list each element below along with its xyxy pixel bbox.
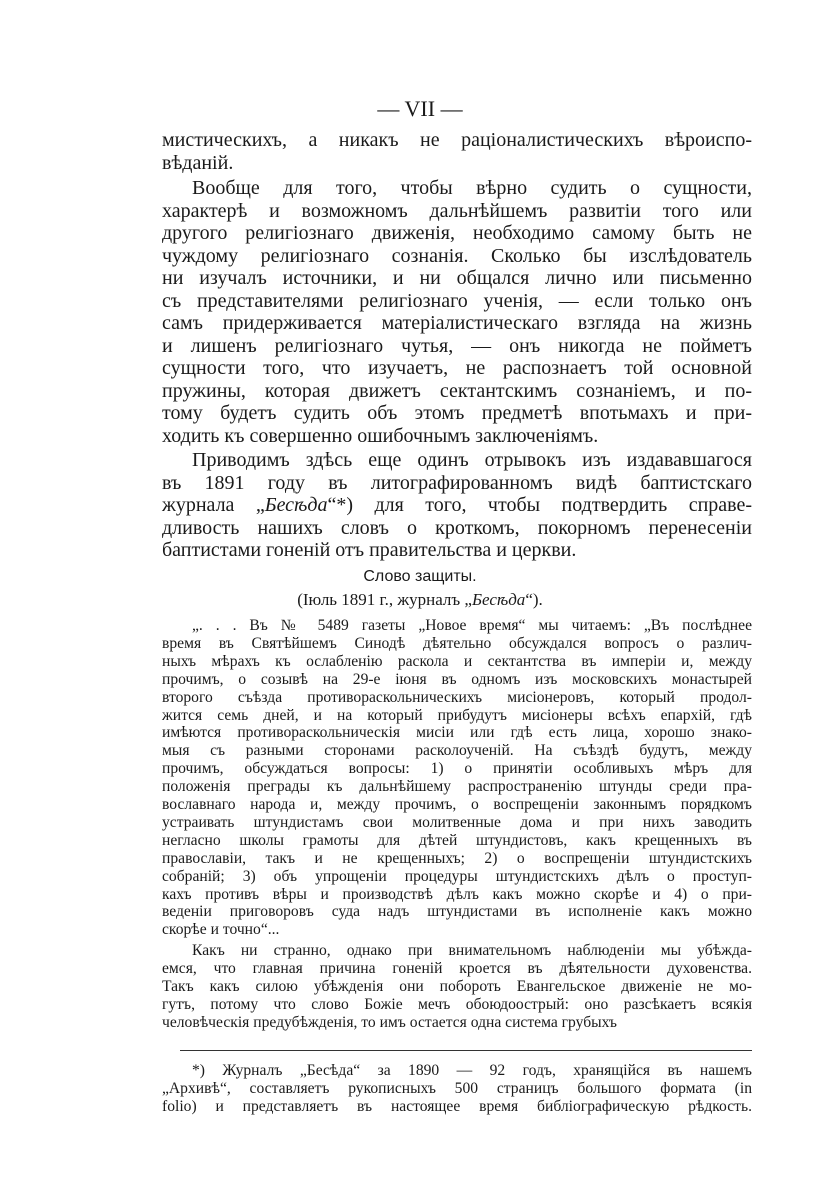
- body-line: Приводимъ здѣсь еще одинъ отрывокъ изъ издававшагося: [192, 449, 752, 471]
- page-number: — VII —: [377, 96, 463, 121]
- body-line: сущности того, что изучаетъ, не распознаетъ той основной: [162, 357, 752, 379]
- quote-line: устраивать штундистамъ свои молитвенные дома и при нихъ заводить: [162, 813, 752, 831]
- body-line: чуждому религіознаго сознанія. Сколько бы изслѣдователь: [162, 244, 752, 267]
- quote-line: имѣются противораскольническія мисіи или гдѣ есть лица, хорошо знако-: [162, 724, 752, 742]
- body-line: въ 1891 году въ литографированномъ видѣ баптистскаго: [162, 471, 752, 494]
- body-line: пружины, которая движетъ сектантскимъ сознаніемъ, и по-: [162, 379, 752, 402]
- quote-line: веденіи приговоровъ суда надъ штундистами въ исполненіе какъ можно: [162, 903, 752, 921]
- body-line: тому будетъ судить объ этомъ предметѣ впотьмахъ и при-: [162, 402, 752, 424]
- body-line: съ представителями религіознаго ученія, — если только онъ: [162, 289, 752, 312]
- body-line: характерѣ и возможномъ дальнѣйшемъ развитіи того или: [162, 199, 752, 222]
- body-line: баптистами гоненій отъ правительства и церкви.: [162, 539, 577, 561]
- footnote-line: *) Журналъ „Бесѣда“ за 1890 — 92 годъ, хранящійся въ нашемъ: [192, 1062, 752, 1079]
- quote-line: время въ Святѣйшемъ Синодѣ дѣятельно обсуждался вопросъ о различ-: [162, 634, 752, 652]
- quote-line: второго съѣзда противораскольническихъ мисіонеровъ, который продол-: [162, 688, 752, 706]
- quote-line: ныхъ мѣрахъ къ ослабленію раскола и сектантства въ имперіи и, между: [162, 652, 752, 670]
- body-line: самъ придерживается матеріалистическаго взгляда на жизнь: [162, 312, 752, 334]
- quote-line: православіи, такъ и не крещенныхъ; 2) о воспрещеніи штундистскихъ: [162, 849, 752, 867]
- quote-line: вославнаго народа и, между прочимъ, о воспрещеніи законнымъ порядкомъ: [162, 796, 752, 813]
- body-line: ходить къ совершенно ошибочнымъ заключеніямъ.: [162, 424, 599, 447]
- footnote-line: „Архивѣ“, составляетъ рукописныхъ 500 страницъ большого формата (in: [162, 1079, 752, 1097]
- quote-line: человѣческія предубѣжденія, то имъ остается одна система грубыхъ: [162, 1013, 617, 1031]
- section-subtitle: (Іюль 1891 г., журналъ „Бесѣда“).: [297, 590, 543, 609]
- body-line: мистическихъ, а никакъ не раціоналистическихъ вѣроиспо-: [162, 129, 752, 151]
- body-line: ни изучалъ источники, и ни общался лично или письменно: [162, 267, 752, 289]
- quote-line: мыя съ разными сторонами расколоученій. На съѣздѣ будутъ, между: [162, 742, 752, 760]
- quote-line: Такъ какъ силою убѣжденія они побороть Евангельское движеніе не мо-: [162, 978, 752, 995]
- quote-line: жится семь дней, и на который прибудутъ мисіонеры всѣхъ епархій, гдѣ: [162, 706, 752, 724]
- quote-line: прочимъ, обсуждаться вопросы: 1) о принятіи особливыхъ мѣръ для: [162, 760, 752, 778]
- quote-line: „. . . Въ № 5489 газеты „Новое время“ мы читаемъ: „Въ послѣднее: [192, 617, 752, 634]
- body-line: вѣданій.: [162, 151, 234, 174]
- footnote-line: folio) и представляетъ въ настоящее время библіографическую рѣдкость.: [162, 1097, 752, 1115]
- quote-line: негласно школы грамоты для дѣтей штундистовъ, какъ крещенныхъ въ: [162, 831, 752, 849]
- body-line: Вообще для того, чтобы вѣрно судить о сущности,: [192, 177, 752, 199]
- section-title: Слово защиты.: [363, 568, 477, 585]
- quote-line: емся, что главная причина гоненій кроется въ дѣятельности духовенства.: [162, 960, 752, 978]
- quote-line: прочимъ, о созывѣ на 29-е іюня въ одномъ изъ московскихъ монастырей: [162, 670, 752, 688]
- quote-line: скорѣе и точно“...: [162, 921, 280, 939]
- body-line: журнала „Бесѣда“*) для того, чтобы подтвердить справе-: [162, 494, 753, 516]
- quote-line: кахъ противъ вѣры и производствѣ дѣлъ какъ можно скорѣе и 4) о при-: [162, 885, 752, 903]
- body-line: другого религіознаго движенія, необходимо самому быть не: [162, 222, 752, 244]
- body-line: дливость нашихъ словъ о кроткомъ, покорномъ перенесеніи: [162, 516, 752, 539]
- quote-line: гутъ, потому что слово Божіе мечъ обоюдоострый: оно разсѣкаетъ всякія: [162, 995, 752, 1013]
- quote-line: положенія преграды къ дальнѣйшему распространенію штунды среди пра-: [162, 778, 752, 796]
- quote-line: собраній; 3) объ упрощеніи процедуры штундистскихъ дѣлъ о проступ-: [162, 867, 752, 885]
- body-line: и лишенъ религіознаго чутья, — онъ никогда не пойметъ: [162, 334, 752, 357]
- footnote-divider: [180, 1050, 752, 1051]
- quote-line: Какъ ни странно, однако при внимательномъ наблюденіи мы убѣжда-: [192, 942, 752, 960]
